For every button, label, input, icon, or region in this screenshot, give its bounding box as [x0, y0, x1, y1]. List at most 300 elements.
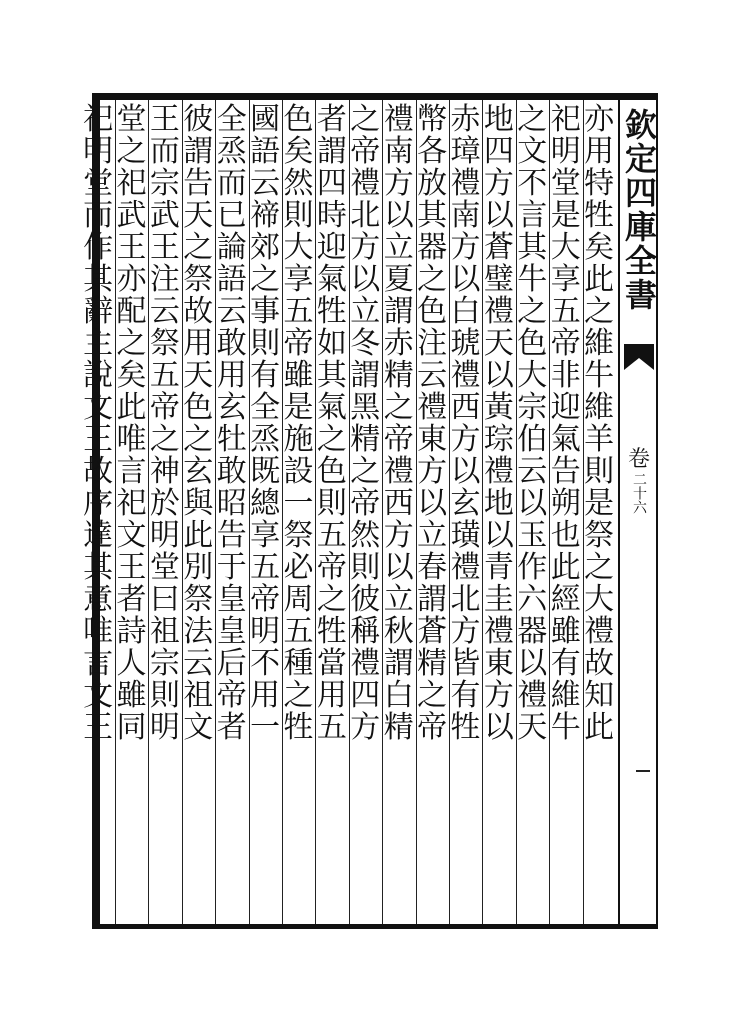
character: 玄 — [183, 454, 214, 489]
character: 方 — [383, 166, 414, 201]
character: 蒼 — [483, 230, 514, 265]
character: 放 — [417, 166, 448, 201]
character: 是 — [550, 198, 581, 233]
character: 五 — [283, 614, 314, 649]
character: 明 — [250, 614, 281, 649]
character: 辭 — [83, 294, 114, 329]
character: 于 — [216, 550, 247, 585]
text-column — [215, 104, 248, 924]
character: 赤 — [383, 326, 414, 361]
text-column — [482, 104, 515, 924]
character: 全 — [216, 102, 247, 137]
character: 方 — [483, 678, 514, 713]
character: 敢 — [216, 454, 247, 489]
character: 禮 — [350, 166, 381, 201]
character: 之 — [250, 262, 281, 297]
character: 注 — [417, 326, 448, 361]
character: 語 — [250, 134, 281, 169]
character: 有 — [550, 646, 581, 681]
character: 地 — [483, 102, 514, 137]
character: 禮 — [450, 358, 481, 393]
character: 之 — [517, 102, 548, 137]
character: 彼 — [350, 582, 381, 617]
character: 以 — [450, 454, 481, 489]
character: 之 — [183, 422, 214, 457]
character: 牲 — [316, 614, 347, 649]
character: 色 — [183, 390, 214, 425]
character: 者 — [216, 710, 247, 745]
character: 白 — [450, 294, 481, 329]
character: 王 — [116, 550, 147, 585]
character: 王 — [149, 230, 180, 265]
character: 五 — [316, 518, 347, 553]
column-rule — [115, 100, 116, 924]
character: 牛 — [550, 710, 581, 745]
character: 璧 — [483, 262, 514, 297]
character: 特 — [584, 166, 615, 201]
character: 用 — [584, 134, 615, 169]
character: 論 — [216, 230, 247, 265]
character: 祖 — [183, 678, 214, 713]
character: 北 — [350, 198, 381, 233]
character: 必 — [283, 550, 314, 585]
character: 禮 — [450, 166, 481, 201]
character: 大 — [283, 230, 314, 265]
character: 此 — [584, 262, 615, 297]
character: 之 — [149, 422, 180, 457]
character: 四 — [316, 166, 347, 201]
book-title — [622, 108, 656, 312]
character: 祀 — [83, 102, 114, 137]
column-rule — [382, 100, 383, 924]
character: 禮 — [483, 294, 514, 329]
column-rule — [182, 100, 183, 924]
character: 已 — [216, 198, 247, 233]
character: 亦 — [584, 102, 615, 137]
character: 黑 — [350, 390, 381, 425]
character: 不 — [250, 646, 281, 681]
character: 北 — [450, 582, 481, 617]
character: 唯 — [116, 422, 147, 457]
character: 昭 — [216, 486, 247, 521]
character: 天 — [183, 358, 214, 393]
column-rule — [282, 100, 283, 924]
character: 總 — [250, 486, 281, 521]
character: 方 — [450, 230, 481, 265]
character: 堂 — [550, 166, 581, 201]
volume-label-main: 卷 — [627, 447, 650, 472]
character: 用 — [183, 326, 214, 361]
character: 祀 — [116, 166, 147, 201]
character: 圭 — [483, 582, 514, 617]
character: 其 — [83, 262, 114, 297]
character: 禘 — [250, 198, 281, 233]
character: 同 — [116, 710, 147, 745]
character: 禮 — [584, 614, 615, 649]
text-column — [148, 104, 181, 924]
character: 祀 — [116, 486, 147, 521]
column-rule — [416, 100, 417, 924]
character: 此 — [183, 518, 214, 553]
character: 是 — [283, 390, 314, 425]
character: 方 — [450, 422, 481, 457]
character: 帝 — [350, 486, 381, 521]
character: 烝 — [216, 134, 247, 169]
character: 祖 — [149, 614, 180, 649]
character: 達 — [83, 518, 114, 553]
character: 有 — [250, 358, 281, 393]
character: 皇 — [216, 582, 247, 617]
character: 宗 — [517, 390, 548, 425]
character: 色 — [417, 294, 448, 329]
character: 以 — [383, 198, 414, 233]
character: 黃 — [483, 390, 514, 425]
character: 皆 — [450, 646, 481, 681]
character: 方 — [383, 518, 414, 553]
column-rule — [516, 100, 517, 924]
character: 明 — [149, 710, 180, 745]
character: 稱 — [350, 614, 381, 649]
character: 五 — [149, 358, 180, 393]
character: 精 — [350, 422, 381, 457]
fishtail-mark-icon — [622, 340, 656, 374]
character: 告 — [550, 454, 581, 489]
character: 云 — [149, 294, 180, 329]
character: 蒼 — [417, 614, 448, 649]
character: 其 — [417, 198, 448, 233]
column-rule — [148, 100, 149, 924]
character: 五 — [250, 550, 281, 585]
character: 此 — [550, 550, 581, 585]
character: 牲 — [450, 710, 481, 745]
character: 而 — [83, 198, 114, 233]
character: 大 — [517, 358, 548, 393]
character: 青 — [483, 550, 514, 585]
character: 以 — [483, 518, 514, 553]
character: 之 — [517, 294, 548, 329]
character: 用 — [316, 678, 347, 713]
character: 文 — [183, 710, 214, 745]
character: 牡 — [216, 422, 247, 457]
character: 琥 — [450, 326, 481, 361]
character: 東 — [483, 646, 514, 681]
character: 全 — [250, 390, 281, 425]
text-column — [449, 104, 482, 924]
character: 禮 — [350, 646, 381, 681]
character: 以 — [483, 358, 514, 393]
character: 牲 — [584, 198, 615, 233]
text-column — [416, 104, 449, 924]
character: 大 — [584, 582, 615, 617]
text-column — [282, 104, 315, 924]
character: 立 — [350, 294, 381, 329]
character: 王 — [83, 422, 114, 457]
character: 當 — [316, 646, 347, 681]
character: 色 — [517, 326, 548, 361]
character: 言 — [517, 198, 548, 233]
character: 之 — [350, 454, 381, 489]
character: 璋 — [450, 134, 481, 169]
character: 帝 — [283, 326, 314, 361]
character: 文 — [83, 390, 114, 425]
character: 以 — [383, 550, 414, 585]
character: 琮 — [483, 422, 514, 457]
character: 王 — [83, 710, 114, 745]
character: 作 — [517, 550, 548, 585]
character: 用 — [216, 358, 247, 393]
character: 文 — [116, 518, 147, 553]
character: 以 — [483, 198, 514, 233]
character: 秋 — [383, 614, 414, 649]
character: 謂 — [183, 134, 214, 169]
column-rule — [549, 100, 550, 924]
character: 謂 — [417, 582, 448, 617]
character: 五 — [550, 294, 581, 329]
character: 器 — [517, 614, 548, 649]
character: 人 — [116, 646, 147, 681]
character: 宗 — [149, 166, 180, 201]
book-title-text: 欽定四庫全書 — [620, 108, 658, 312]
character: 國 — [250, 102, 281, 137]
character: 謂 — [350, 358, 381, 393]
character: 武 — [149, 198, 180, 233]
character: 雖 — [283, 358, 314, 393]
character: 牲 — [316, 294, 347, 329]
character: 唯 — [83, 614, 114, 649]
character: 然 — [283, 166, 314, 201]
character: 五 — [316, 710, 347, 745]
text-column — [516, 104, 549, 924]
character: 主 — [83, 326, 114, 361]
character: 與 — [183, 486, 214, 521]
character: 伯 — [517, 422, 548, 457]
character: 羊 — [584, 422, 615, 457]
character: 周 — [283, 582, 314, 617]
character: 則 — [316, 486, 347, 521]
character: 配 — [116, 294, 147, 329]
character: 之 — [316, 582, 347, 617]
character: 堂 — [116, 102, 147, 137]
character: 禮 — [483, 614, 514, 649]
character: 之 — [316, 422, 347, 457]
character: 宗 — [149, 646, 180, 681]
character: 王 — [116, 230, 147, 265]
character: 說 — [83, 358, 114, 393]
character: 方 — [417, 454, 448, 489]
character: 之 — [584, 550, 615, 585]
character: 其 — [517, 230, 548, 265]
character: 幣 — [417, 102, 448, 137]
character: 迎 — [316, 230, 347, 265]
character: 祀 — [550, 102, 581, 137]
character: 而 — [149, 134, 180, 169]
character: 春 — [417, 550, 448, 585]
character: 有 — [450, 678, 481, 713]
character: 則 — [250, 326, 281, 361]
character: 曰 — [149, 582, 180, 617]
character: 立 — [383, 582, 414, 617]
character: 西 — [383, 486, 414, 521]
character: 祭 — [183, 262, 214, 297]
character: 言 — [83, 646, 114, 681]
character: 各 — [417, 134, 448, 169]
character: 也 — [550, 518, 581, 553]
character: 如 — [316, 326, 347, 361]
character: 經 — [550, 582, 581, 617]
character: 則 — [350, 550, 381, 585]
character: 天 — [517, 710, 548, 745]
character: 則 — [149, 678, 180, 713]
character: 故 — [83, 454, 114, 489]
character: 其 — [83, 550, 114, 585]
character: 方 — [483, 166, 514, 201]
character: 器 — [417, 230, 448, 265]
text-column — [82, 104, 115, 924]
character: 天 — [483, 326, 514, 361]
character: 謂 — [316, 134, 347, 169]
column-rule — [583, 100, 584, 924]
character: 之 — [417, 262, 448, 297]
column-rule — [349, 100, 350, 924]
character: 大 — [550, 230, 581, 265]
character: 皇 — [216, 614, 247, 649]
character: 帝 — [350, 134, 381, 169]
character: 以 — [517, 486, 548, 521]
character: 之 — [283, 678, 314, 713]
character: 祭 — [584, 518, 615, 553]
text-column — [249, 104, 282, 924]
character: 禮 — [517, 678, 548, 713]
character: 立 — [417, 518, 448, 553]
character: 享 — [550, 262, 581, 297]
character: 禮 — [383, 102, 414, 137]
character: 玄 — [216, 390, 247, 425]
character: 一 — [283, 486, 314, 521]
character: 明 — [149, 518, 180, 553]
character: 璜 — [450, 518, 481, 553]
character: 冬 — [350, 326, 381, 361]
column-rule — [315, 100, 316, 924]
character: 云 — [216, 294, 247, 329]
character: 維 — [584, 390, 615, 425]
character: 用 — [250, 678, 281, 713]
character: 郊 — [250, 230, 281, 265]
character: 文 — [517, 134, 548, 169]
character: 以 — [417, 486, 448, 521]
character: 知 — [584, 678, 615, 713]
character: 四 — [350, 678, 381, 713]
column-rule — [449, 100, 450, 924]
character: 云 — [517, 454, 548, 489]
character: 禮 — [383, 454, 414, 489]
character: 施 — [283, 422, 314, 457]
text-column — [382, 104, 415, 924]
character: 牛 — [517, 262, 548, 297]
character: 氣 — [550, 422, 581, 457]
character: 之 — [383, 390, 414, 425]
character: 迎 — [550, 390, 581, 425]
character: 牲 — [283, 710, 314, 745]
character: 明 — [550, 134, 581, 169]
character: 注 — [149, 262, 180, 297]
character: 法 — [183, 614, 214, 649]
character: 云 — [250, 166, 281, 201]
character: 帝 — [149, 390, 180, 425]
character: 意 — [83, 582, 114, 617]
character: 玉 — [517, 518, 548, 553]
character: 之 — [350, 102, 381, 137]
character: 氣 — [316, 262, 347, 297]
character: 以 — [450, 262, 481, 297]
column-rule — [482, 100, 483, 924]
character: 色 — [283, 102, 314, 137]
character: 種 — [283, 646, 314, 681]
text-column — [115, 104, 148, 924]
character: 雖 — [550, 614, 581, 649]
character: 則 — [584, 454, 615, 489]
character: 以 — [517, 646, 548, 681]
column-rule — [249, 100, 250, 924]
character: 敢 — [216, 326, 247, 361]
character: 方 — [350, 230, 381, 265]
character: 序 — [83, 486, 114, 521]
character: 玄 — [450, 486, 481, 521]
character: 帝 — [216, 678, 247, 713]
character: 彼 — [183, 102, 214, 137]
column-rule — [215, 100, 216, 924]
character: 后 — [216, 646, 247, 681]
character: 帝 — [250, 582, 281, 617]
character: 祭 — [283, 518, 314, 553]
character: 云 — [183, 646, 214, 681]
character: 東 — [417, 422, 448, 457]
character: 維 — [584, 326, 615, 361]
character: 是 — [584, 486, 615, 521]
character: 天 — [183, 198, 214, 233]
character: 文 — [83, 678, 114, 713]
character: 而 — [216, 166, 247, 201]
character: 雖 — [116, 678, 147, 713]
character: 於 — [149, 486, 180, 521]
page-mark — [636, 770, 650, 772]
character: 南 — [450, 198, 481, 233]
character: 精 — [417, 646, 448, 681]
character: 之 — [417, 678, 448, 713]
character: 氣 — [316, 390, 347, 425]
character: 地 — [483, 486, 514, 521]
character: 白 — [383, 678, 414, 713]
character: 既 — [250, 454, 281, 489]
character: 矣 — [283, 134, 314, 169]
character: 此 — [116, 390, 147, 425]
text-column — [549, 104, 582, 924]
character: 南 — [383, 134, 414, 169]
character: 堂 — [149, 550, 180, 585]
text-column — [349, 104, 382, 924]
character: 然 — [350, 518, 381, 553]
character: 牛 — [584, 358, 615, 393]
character: 方 — [350, 710, 381, 745]
character: 不 — [517, 166, 548, 201]
character: 立 — [383, 230, 414, 265]
volume-label — [627, 448, 651, 514]
text-column — [182, 104, 215, 924]
character: 四 — [483, 134, 514, 169]
character: 故 — [183, 294, 214, 329]
character: 享 — [250, 518, 281, 553]
character: 時 — [316, 198, 347, 233]
character: 王 — [149, 102, 180, 137]
